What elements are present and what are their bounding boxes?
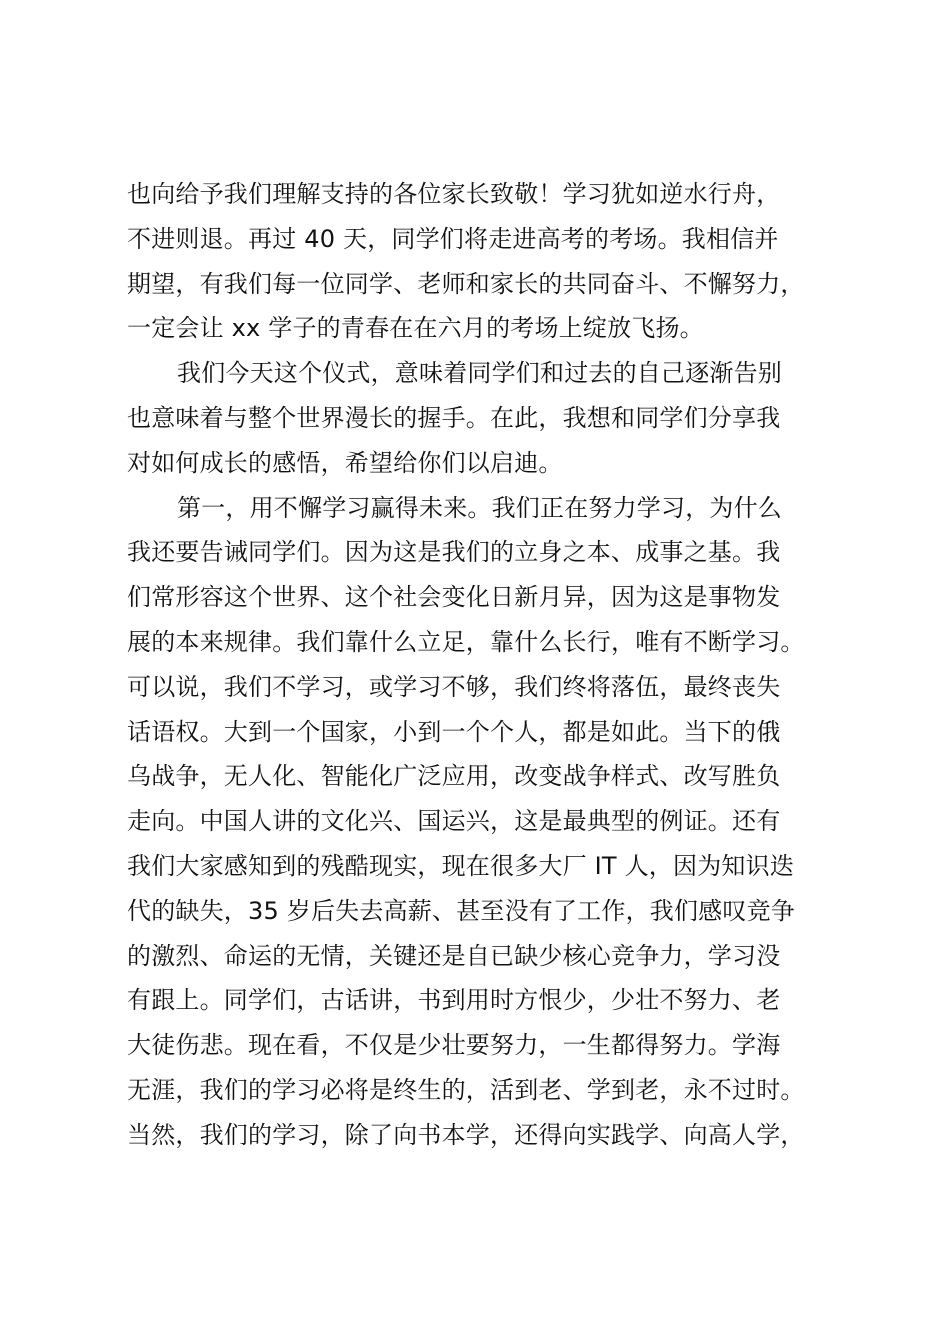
document-body bbox=[127, 172, 857, 1247]
text-line: 我们大家感知到的残酷现实，现在很多大厂 IT 人，因为知识迭 bbox=[127, 851, 794, 880]
text-line: 不进则退。再过 40 天，同学们将走进高考的考场。我相信并 bbox=[127, 224, 779, 253]
text-line: 我们今天这个仪式，意味着同学们和过去的自己逐渐告别 bbox=[177, 359, 782, 388]
text-line: 第一，用不懈学习赢得未来。我们正在努力学习，为什么 bbox=[177, 493, 782, 522]
text-line: 代的缺失，35 岁后失去高薪、甚至没有了工作，我们感叹竞争 bbox=[127, 896, 795, 925]
text-line: 也向给予我们理解支持的各位家长致敬！学习犹如逆水行舟， bbox=[127, 180, 781, 208]
text-line: 有跟上。同学们，古话讲，书到用时方恨少，少壮不努力、老 bbox=[127, 986, 781, 1015]
paragraph-3 bbox=[127, 486, 857, 1248]
text-line: 当然，我们的学习，除了向书本学，还得向实践学、向高人学， bbox=[127, 1120, 805, 1149]
paragraph-1 bbox=[127, 172, 857, 351]
text-line: 的激烈、命运的无情，关键还是自已缺少核心竞争力，学习没 bbox=[127, 941, 781, 970]
text-line: 无涯，我们的学习必将是终生的，活到老、学到老，永不过时。 bbox=[127, 1075, 805, 1104]
text-line bbox=[127, 1202, 857, 1247]
text-line: 对如何成长的感悟，希望给你们以启迪。 bbox=[127, 448, 563, 477]
text-line bbox=[127, 1158, 857, 1203]
text-line: 走向。中国人讲的文化兴、国运兴，这是最典型的例证。还有 bbox=[127, 807, 781, 836]
paragraph-2 bbox=[127, 351, 857, 485]
text-line: 们常形容这个世界、这个社会变化日新月异，因为这是事物发 bbox=[127, 583, 781, 612]
text-line: 大徒伤悲。现在看，不仅是少壮要努力，一生都得努力。学海 bbox=[127, 1031, 781, 1060]
text-line: 一定会让 xx 学子的青春在在六月的考场上绽放飞扬。 bbox=[127, 314, 704, 343]
text-line: 期望，有我们每一位同学、老师和家长的共同奋斗、不懈努力， bbox=[127, 269, 805, 298]
text-line: 可以说，我们不学习，或学习不够，我们终将落伍，最终丧失 bbox=[127, 672, 781, 701]
text-line: 乌战争，无人化、智能化广泛应用，改变战争样式、改写胜负 bbox=[127, 762, 781, 791]
text-line: 展的本来规律。我们靠什么立足，靠什么长行，唯有不断学习。 bbox=[127, 627, 805, 656]
text-line: 话语权。大到一个国家，小到一个个人，都是如此。当下的俄 bbox=[127, 717, 781, 746]
text-line: 也意味着与整个世界漫长的握手。在此，我想和同学们分享我 bbox=[127, 403, 781, 432]
text-line: 我还要告诫同学们。因为这是我们的立身之本、成事之基。我 bbox=[127, 538, 781, 567]
